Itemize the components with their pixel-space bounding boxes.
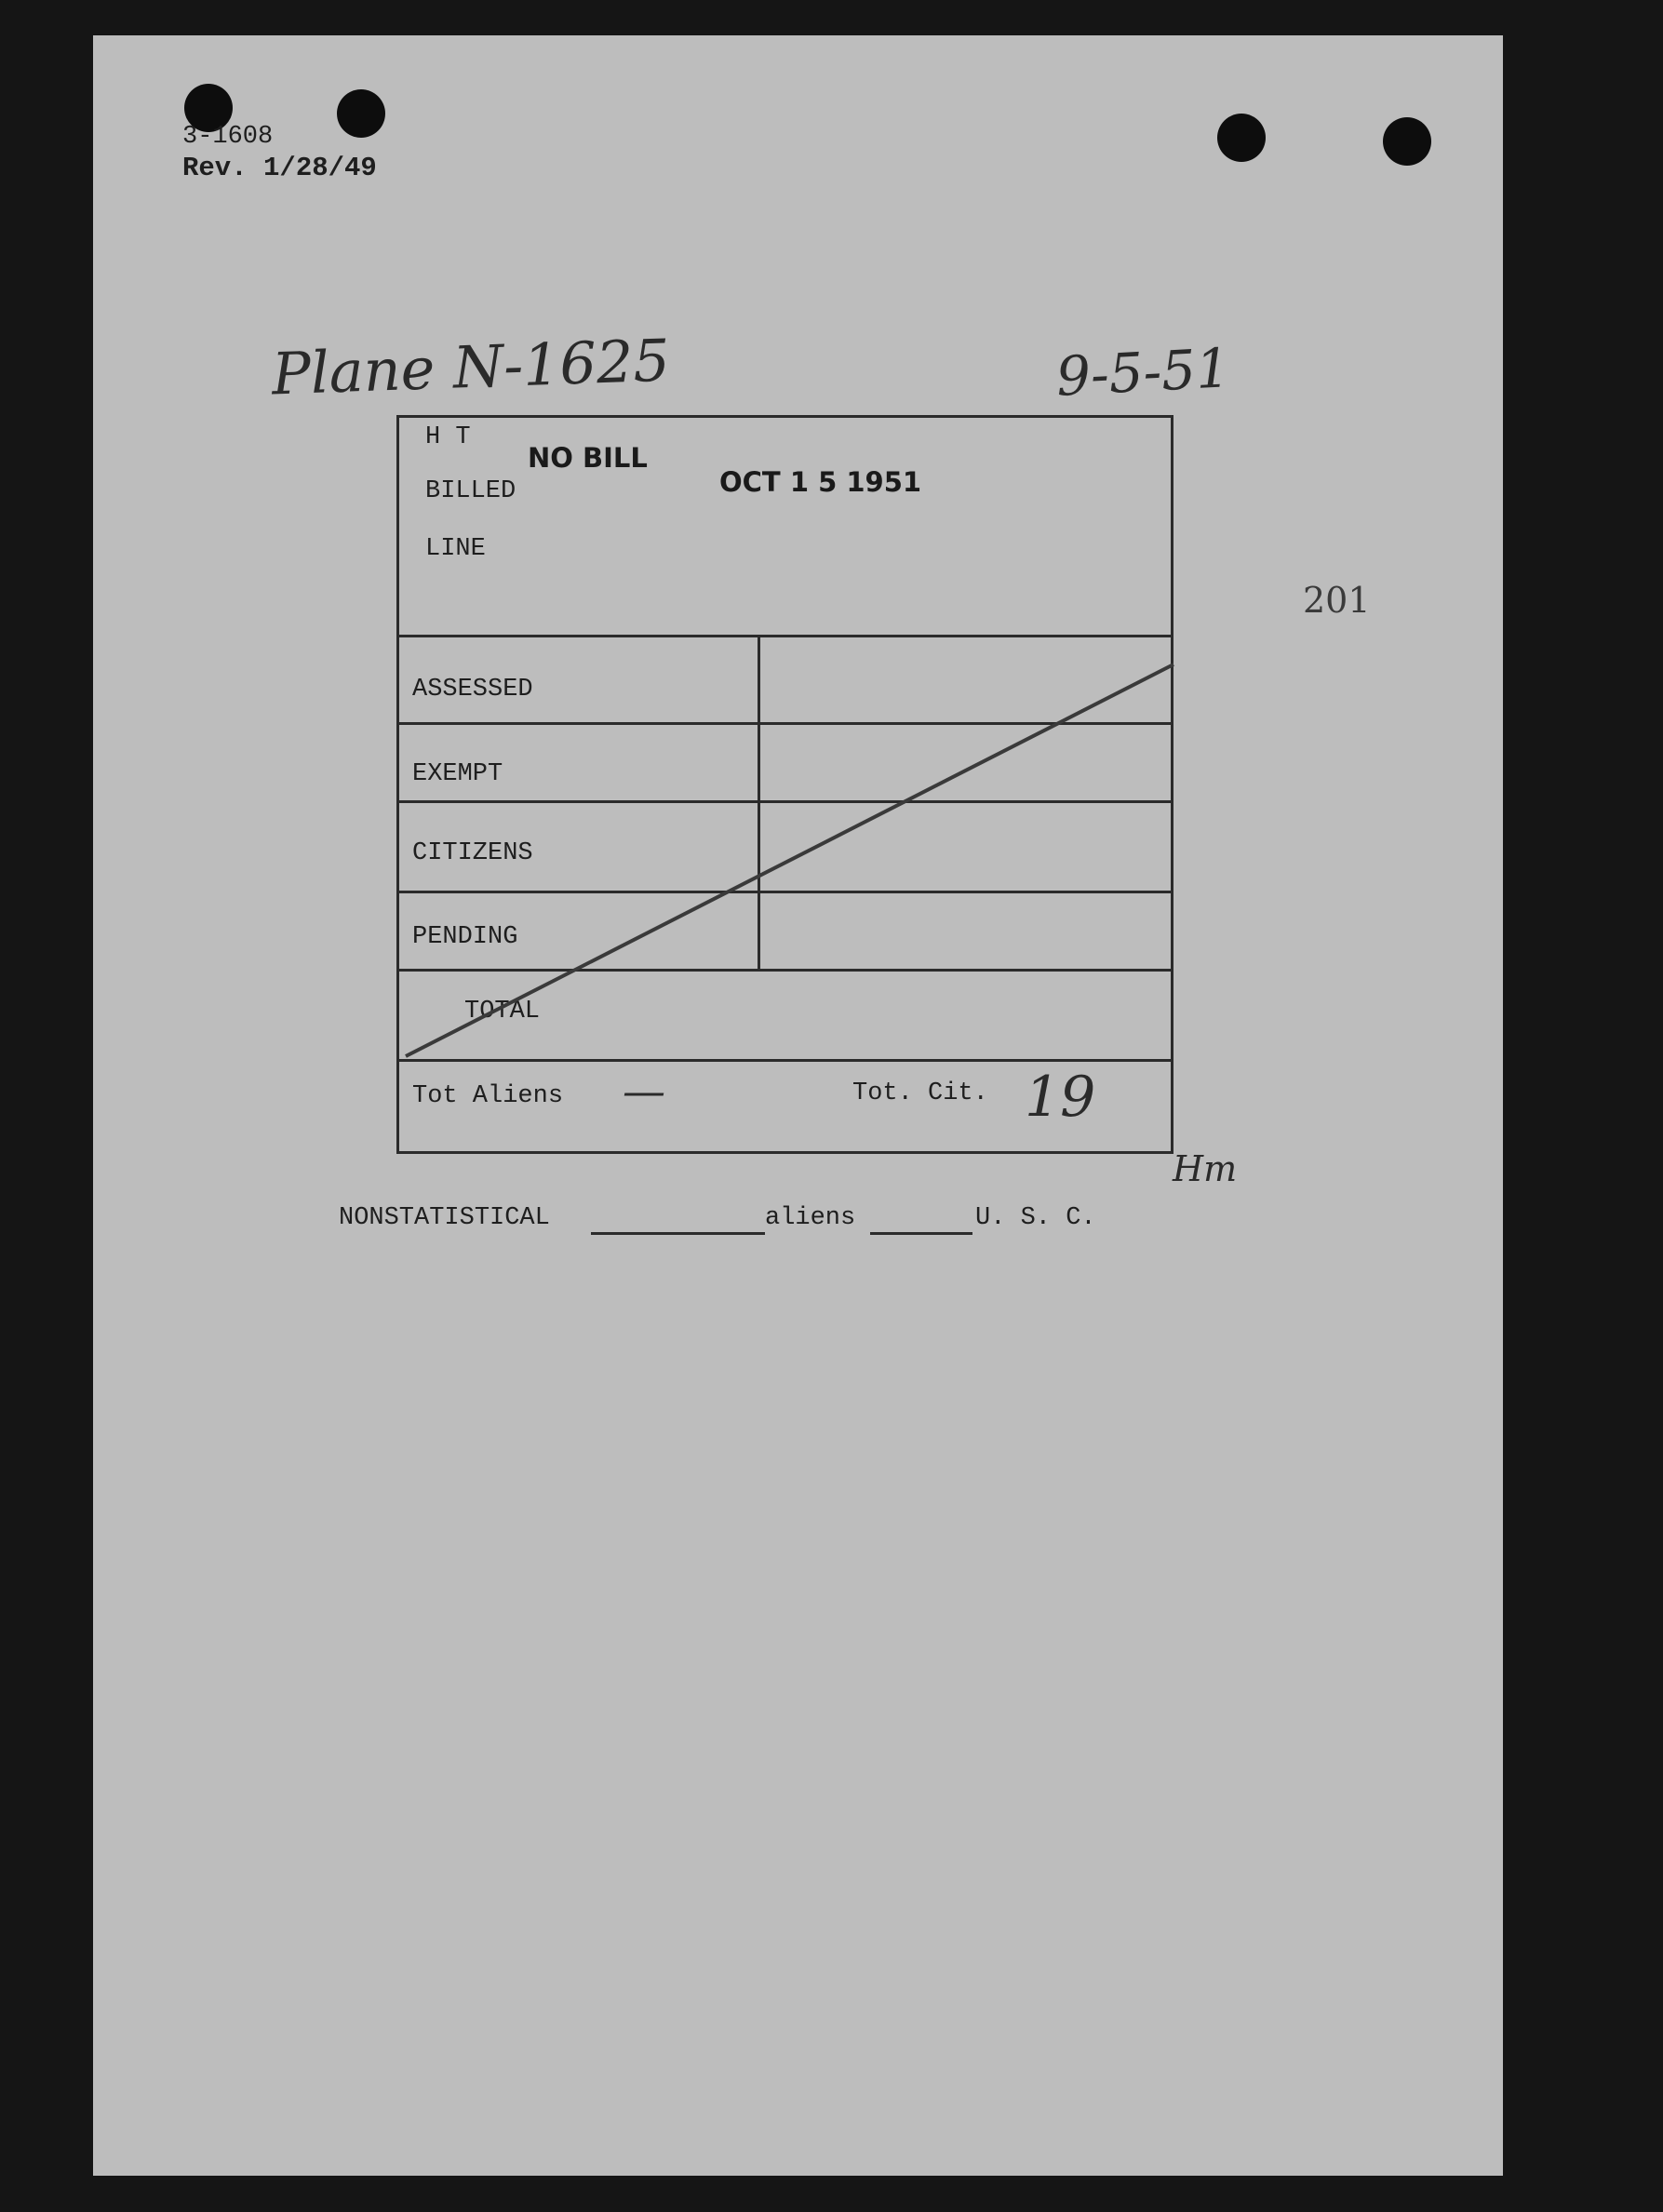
- usc-label: U. S. C.: [975, 1204, 1096, 1232]
- label-line: LINE: [425, 535, 486, 563]
- stamp-date-received: OCT 1 5 1951: [719, 466, 922, 498]
- tot-aliens-label: Tot Aliens: [412, 1082, 564, 1110]
- handwritten-plane: Plane N-1625: [270, 326, 671, 409]
- row-label-total: TOTAL: [464, 998, 541, 1026]
- row-label-assessed: ASSESSED: [412, 676, 533, 704]
- label-ht: H T: [425, 423, 471, 451]
- handwritten-date: 9-5-51: [1054, 336, 1232, 409]
- nonstatistical-label: NONSTATISTICAL: [339, 1204, 550, 1232]
- tally-form: [396, 415, 1173, 1154]
- aliens-blank: [870, 1232, 972, 1235]
- row-label-exempt: EXEMPT: [412, 760, 503, 788]
- punch-hole-3: [1217, 114, 1266, 162]
- strike-line: [396, 415, 1173, 1154]
- form-number: 3-1608: [182, 123, 274, 151]
- punch-hole-4: [1383, 117, 1431, 166]
- label-billed: BILLED: [425, 477, 516, 505]
- stamp-no-bill: NO BILL: [528, 442, 648, 474]
- tot-cit-value: 19: [1025, 1065, 1096, 1130]
- tot-aliens-dash: —: [623, 1066, 665, 1116]
- aliens-label: aliens: [765, 1204, 856, 1232]
- page-number: 201: [1303, 580, 1371, 621]
- handwritten-initials: Hm: [1173, 1148, 1238, 1189]
- nonstatistical-blank: [591, 1232, 765, 1235]
- tot-cit-label: Tot. Cit.: [852, 1079, 988, 1107]
- form-revision: Rev. 1/28/49: [182, 153, 377, 183]
- document-page: [93, 35, 1503, 2176]
- punch-hole-2: [337, 89, 385, 138]
- row-label-pending: PENDING: [412, 923, 518, 951]
- row-label-citizens: CITIZENS: [412, 839, 533, 867]
